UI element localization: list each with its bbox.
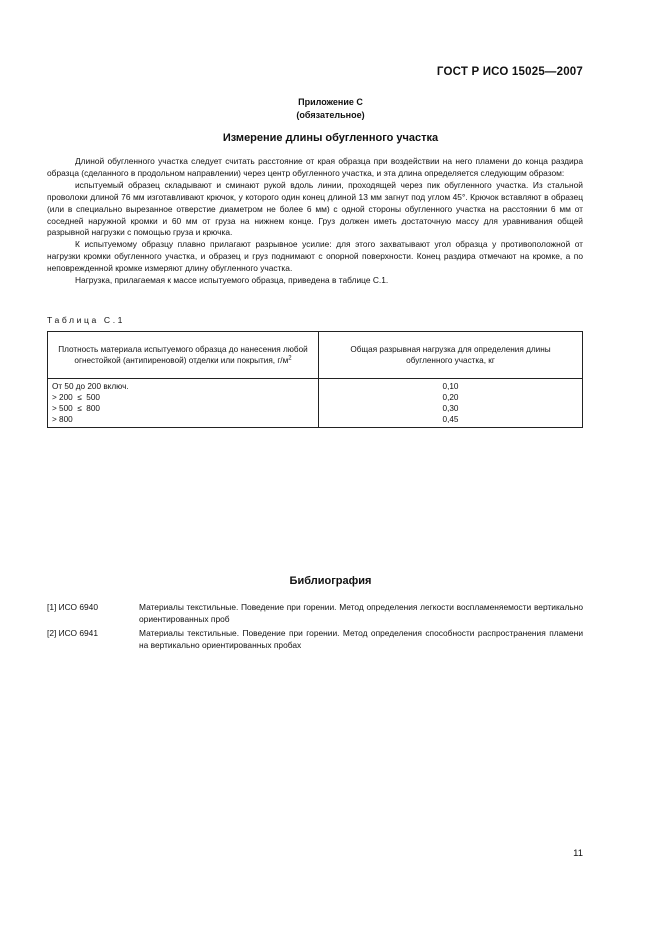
load-column	[319, 379, 583, 428]
table-body-row	[48, 379, 583, 428]
paragraph: К испытуемому образцу плавно прилагают разрывное усилие: для этого захватывают угол образца у противоположной от нагрузки кромки обугленного участка, и образец и груз поднимают с опорной поверхности. Конец раздира отмечают на кромке, а по неповрежденной кромке измеряют длину обугленного участка.	[47, 239, 583, 274]
table-cell: > 200 ≤ 500	[52, 393, 100, 402]
section-title: Измерение длины обугленного участка	[222, 132, 439, 144]
paragraph: испытуемый образец складывают и сминают рукой вдоль линии, проходящей через пик обугленного участка. Из стальной проволоки длиной 76 мм изготавливают крючок, у которого один конец длиной 13 мм загнут под углом 45°. Крючок вставляют в образец (или в специально вырезанное отверстие диаметром не более 6 мм) с одной стороны обугленного участка на расстоянии 6 мм от соседней наружной кромки и 60 мм от груза на нижнем конце. Груз должен иметь достаточную массу для уравнивания общей разрывной нагрузки с помощью груза и крючка.	[47, 179, 583, 238]
annex-status: (обязательное)	[296, 110, 365, 120]
table-cell: 0,10	[442, 382, 459, 391]
load-table	[47, 331, 583, 428]
density-column	[48, 379, 319, 428]
bibliography-ref: [2] ИСО 6941	[47, 628, 98, 638]
bibliography-text: Материалы текстильные. Поведение при горении. Метод определения легкости воспламеняемости вертикально ориентированных проб	[139, 602, 583, 624]
annex-heading	[0, 96, 661, 122]
table-header-density-text: Плотность материала испытуемого образца до нанесения любой огнестойкой (антипиреновой) отделки или покрытия, г/м	[58, 345, 308, 365]
table-header-density	[48, 332, 319, 379]
table-cell: От 50 до 200 включ.	[52, 382, 129, 391]
table-cell: 0,30	[442, 404, 459, 413]
document-header: ГОСТ Р ИСО 15025—2007	[436, 66, 583, 78]
bibliography-entry	[47, 627, 583, 651]
paragraph: Нагрузка, прилагаемая к массе испытуемого образца, приведена в таблице С.1.	[75, 275, 389, 286]
superscript: 2	[288, 355, 292, 362]
table-cell: 0,20	[442, 393, 459, 402]
bibliography-title: Библиография	[289, 575, 372, 587]
table-cell: > 800	[52, 415, 73, 424]
table-caption: Таблица С.1	[47, 315, 126, 325]
bibliography-entry	[47, 601, 583, 625]
table-cell: > 500 ≤ 800	[52, 404, 100, 413]
page-number: 11	[573, 848, 583, 859]
bibliography-text: Материалы текстильные. Поведение при горении. Метод определения способности распространения пламени на вертикально ориентированных пробах	[139, 628, 583, 650]
bibliography-ref: [1] ИСО 6940	[47, 602, 98, 612]
table-header-load: Общая разрывная нагрузка для определения длины обугленного участка, кг	[319, 332, 583, 379]
table-header-row	[48, 332, 583, 379]
body-text	[47, 156, 583, 287]
paragraph: Длиной обугленного участка следует считать расстояние от края образца при воздействии на него пламени до конца раздира образца (сделанного в продольном направлении) через центр обугленного участка, и эта длина определяется следующим образом:	[47, 156, 583, 178]
table-cell: 0,45	[442, 415, 459, 424]
annex-label: Приложение С	[298, 97, 363, 107]
